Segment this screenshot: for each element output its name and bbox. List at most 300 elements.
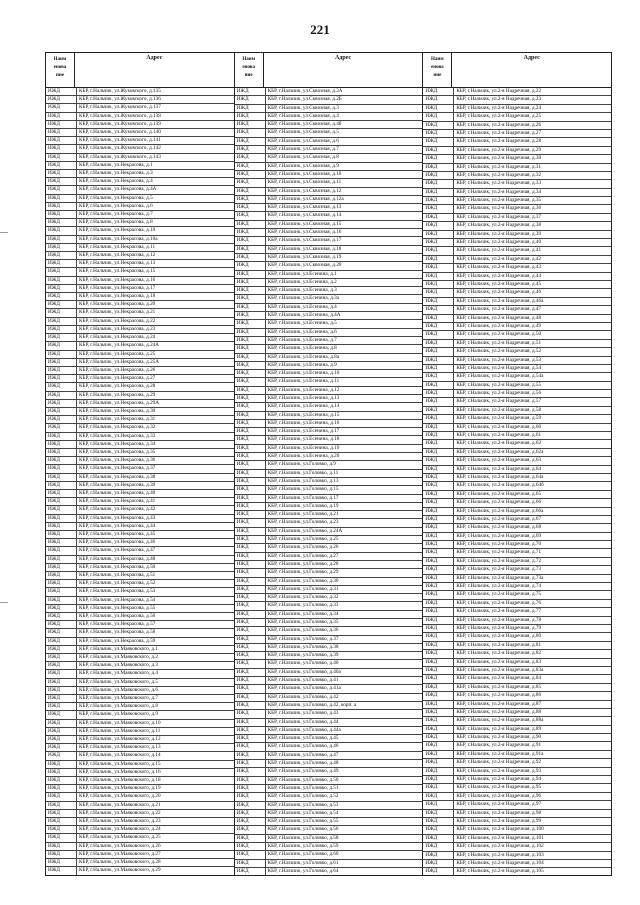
cell-address: КБР, г.Нальчик, ул.2-я Надречная, д.27 xyxy=(456,129,542,136)
table-row xyxy=(423,382,611,390)
cell-name: ИЖД xyxy=(235,204,266,211)
cell-name: ИЖД xyxy=(235,287,266,294)
cell-name: ИЖД xyxy=(423,466,454,473)
cell-address: КБР, г.Нальчик, ул.Маяковского, д.26 xyxy=(79,842,161,849)
cell-name: ИЖД xyxy=(46,145,77,152)
cell-name: ИЖД xyxy=(46,236,77,243)
cell-address: КБР, г.Нальчик, ул.Головко, д.17 xyxy=(267,494,339,501)
table-row xyxy=(235,660,423,668)
cell-name: ИЖД xyxy=(423,264,454,271)
table-row xyxy=(235,88,423,96)
table-row xyxy=(235,312,423,320)
cell-name: ИЖД xyxy=(46,761,77,768)
cell-name: ИЖД xyxy=(235,810,266,817)
table-row xyxy=(423,742,611,750)
table-row xyxy=(423,608,611,616)
cell-name: ИЖД xyxy=(235,370,266,377)
cell-name: ИЖД xyxy=(46,334,77,341)
table-row xyxy=(46,679,234,687)
cell-name: ИЖД xyxy=(46,621,77,628)
cell-name: ИЖД xyxy=(423,390,454,397)
cell-name: ИЖД xyxy=(235,519,266,526)
cell-name: ИЖД xyxy=(235,860,266,867)
cell-name: ИЖД xyxy=(423,432,454,439)
cell-address: КБР, г.Нальчик, ул.Сквозная, д.6 xyxy=(267,137,339,144)
table-row xyxy=(46,646,234,654)
table-row xyxy=(46,793,234,801)
cell-address: КБР, г.Нальчик, ул.2-я Надречная, д.88 xyxy=(456,708,542,715)
table-row xyxy=(235,561,423,569)
table-row xyxy=(46,277,234,285)
cell-address: КБР, г.Нальчик, ул.Некрасова, д.56 xyxy=(79,613,156,619)
cell-name: ИЖД xyxy=(46,178,77,185)
table-row xyxy=(235,602,423,610)
header-address: Адрес xyxy=(146,55,163,61)
table-column xyxy=(235,53,424,875)
cell-name: ИЖД xyxy=(46,375,77,382)
table-row xyxy=(46,490,234,498)
cell-address: КБР, г.Нальчик, ул.Некрасова, д.41 xyxy=(79,498,156,505)
table-row xyxy=(46,695,234,703)
cell-name: ИЖД xyxy=(423,373,454,380)
cell-name: ИЖД xyxy=(235,627,266,634)
cell-address: КБР, г.Нальчик, ул.2-я Надречная, д.72 xyxy=(456,557,542,564)
cell-address: КБР, г.Нальчик, ул.Есенина, д.19 xyxy=(267,444,340,451)
cell-name: ИЖД xyxy=(235,818,266,825)
cell-address: КБР, г.Нальчик, ул.Головко, д.44а xyxy=(267,726,341,733)
cell-name: ИЖД xyxy=(46,703,77,710)
cell-address: КБР, г.Нальчик, ул.2-я Надречная, д.47 xyxy=(456,306,542,313)
cell-name: ИЖД xyxy=(423,197,454,204)
table-row xyxy=(423,432,611,440)
cell-address: КБР, г.Нальчик, ул.2-я Надречная, д.81 xyxy=(456,641,542,648)
cell-name: ИЖД xyxy=(46,211,77,218)
cell-name: ИЖД xyxy=(423,180,454,187)
cell-name: ИЖД xyxy=(423,315,454,322)
cell-address: КБР, г.Нальчик, ул.Головко, д.43 xyxy=(267,710,339,717)
table-row xyxy=(235,785,423,793)
cell-address: КБР, г.Нальчик, ул.Сквозная, д.17 xyxy=(267,237,342,244)
table-row xyxy=(46,301,234,309)
cell-name: ИЖД xyxy=(46,515,77,522)
cell-name: ИЖД xyxy=(423,440,454,447)
cell-address: КБР, г.Нальчик, ул.2-я Надречная, д.54а xyxy=(456,373,544,380)
cell-name: ИЖД xyxy=(235,752,266,759)
cell-name: ИЖД xyxy=(423,566,454,573)
table-row xyxy=(423,860,611,868)
cell-name: ИЖД xyxy=(235,851,266,858)
cell-address: КБР, г.Нальчик, ул.Есенина, д.15 xyxy=(267,411,340,418)
cell-name: ИЖД xyxy=(423,541,454,548)
cell-name: ИЖД xyxy=(46,129,77,136)
cell-name: ИЖД xyxy=(235,478,266,485)
cell-name: ИЖД xyxy=(46,416,77,423)
table-row xyxy=(235,287,423,295)
table-row xyxy=(46,170,234,178)
cell-address: КБР, г.Нальчик, ул.Головко, д.52 xyxy=(267,793,339,800)
cell-address: КБР, г.Нальчик, ул.2-я Надречная, д.57 xyxy=(456,398,542,405)
cell-name: ИЖД xyxy=(46,556,77,563)
cell-address: КБР, г.Нальчик, ул.Головко, д.59 xyxy=(267,843,339,850)
cell-name: ИЖД xyxy=(46,424,77,431)
cell-address: КБР, г.Нальчик, ул.Некрасова, д.3 xyxy=(79,170,153,177)
table-row xyxy=(423,231,611,239)
cell-address: КБР, г.Нальчик, ул.Есенина, д.2 xyxy=(267,278,337,285)
table-row xyxy=(46,638,234,646)
cell-address: КБР, г.Нальчик, ул.Головко, д.30 xyxy=(267,577,339,584)
cell-name: ИЖД xyxy=(235,337,266,344)
cell-name: ИЖД xyxy=(46,752,77,759)
cell-address: КБР, г.Нальчик, ул.Маяковского, д.1 xyxy=(79,645,158,652)
cell-address: КБР, г.Нальчик, ул.Головко, д.50 xyxy=(267,776,339,783)
cell-address: КБР, г.Нальчик, ул.Некрасова, д.12 xyxy=(79,252,156,259)
cell-address: КБР, г.Нальчик, ул.Жуковского, д.138 xyxy=(79,112,161,119)
cell-name: ИЖД xyxy=(235,826,266,833)
cell-name: ИЖД xyxy=(46,342,77,349)
cell-address: КБР, г.Нальчик, ул.Некрасова, д.30 xyxy=(79,407,156,414)
cell-address: КБР, г.Нальчик, ул.Некрасова, д.1 xyxy=(79,161,153,168)
cell-address: КБР, г.Нальчик, ул.Сквозная, д.11 xyxy=(267,179,342,186)
cell-address: КБР, г.Нальчик, ул.Головко, д.51 xyxy=(267,784,339,791)
cell-name: ИЖД xyxy=(46,662,77,669)
cell-address: КБР, г.Нальчик, ул.2-я Надречная, д.60 xyxy=(456,423,542,430)
cell-name: ИЖД xyxy=(235,171,266,178)
cell-address: КБР, г.Нальчик, ул.Некрасова, д.54 xyxy=(79,596,156,603)
header-name: Наим енова ние xyxy=(235,53,264,87)
cell-address: КБР, г.Нальчик, ул.2-я Надречная, д.55 xyxy=(456,381,542,388)
cell-name: ИЖД xyxy=(235,378,266,385)
cell-name: ИЖД xyxy=(235,685,266,692)
cell-name: ИЖД xyxy=(235,777,266,784)
table-row xyxy=(423,164,611,172)
table-row xyxy=(235,868,423,875)
cell-name: ИЖД xyxy=(46,826,77,833)
table-row xyxy=(235,685,423,693)
cell-address: КБР, г.Нальчик, ул.Маяковского, д.7 xyxy=(79,695,158,702)
table-row xyxy=(235,378,423,386)
cell-name: ИЖД xyxy=(46,679,77,686)
table-row xyxy=(235,246,423,254)
table-row xyxy=(46,162,234,170)
cell-address: КБР, г.Нальчик, ул.Головко, д.47 xyxy=(267,751,339,758)
cell-address: КБР, г.Нальчик, ул.Есенина, д.6 xyxy=(267,328,337,335)
table-row xyxy=(46,605,234,613)
table-row xyxy=(46,539,234,547)
table-row xyxy=(423,449,611,457)
table-row xyxy=(235,644,423,652)
cell-address: КБР, г.Нальчик, ул.Головко, д.41а xyxy=(267,685,341,692)
cell-address: КБР, г.Нальчик, ул.2-я Надречная, д.58 xyxy=(456,406,542,413)
cell-name: ИЖД xyxy=(46,687,77,694)
cell-address: КБР, г.Нальчик, ул.Некрасова, д.45 xyxy=(79,530,156,537)
table-row xyxy=(423,298,611,306)
cell-name: ИЖД xyxy=(46,351,77,358)
cell-address: КБР, г.Нальчик, ул.Есенина, д.14 xyxy=(267,403,340,410)
table-row xyxy=(423,826,611,834)
cell-address: КБР, г.Нальчик, ул.Некрасова, д.21 xyxy=(79,309,156,316)
table-row xyxy=(46,129,234,137)
table-row xyxy=(46,859,234,867)
table-row xyxy=(46,342,234,350)
table-row xyxy=(423,508,611,516)
cell-name: ИЖД xyxy=(46,506,77,513)
table-row xyxy=(423,659,611,667)
table-row xyxy=(423,684,611,692)
table-row xyxy=(235,694,423,702)
cell-address: КБР, г.Нальчик, ул.Маяковского, д.10 xyxy=(79,719,161,726)
cell-name: ИЖД xyxy=(423,608,454,615)
table-row xyxy=(235,818,423,826)
cell-name: ИЖД xyxy=(423,508,454,515)
cell-name: ИЖД xyxy=(46,720,77,727)
cell-address: КБР, г.Нальчик, ул.Сквозная, д.2Б xyxy=(267,96,342,103)
cell-address: КБР, г.Нальчик, ул.Некрасова, д.38 xyxy=(79,473,156,480)
table-row xyxy=(46,736,234,744)
cell-address: КБР, г.Нальчик, ул.2-я Надречная, д.103 xyxy=(456,851,544,858)
cell-name: ИЖД xyxy=(235,362,266,369)
cell-address: КБР, г.Нальчик, ул.Некрасова, д.23 xyxy=(79,325,156,332)
table-row xyxy=(235,495,423,503)
cell-name: ИЖД xyxy=(46,392,77,399)
cell-address: КБР, г.Нальчик, ул.Маяковского, д.5 xyxy=(79,678,158,685)
cell-address: КБР, г.Нальчик, ул.Некрасова, д.47 xyxy=(79,547,156,554)
cell-name: ИЖД xyxy=(423,424,454,431)
cell-name: ИЖД xyxy=(46,457,77,464)
table-row xyxy=(423,600,611,608)
cell-address: КБР, г.Нальчик, ул.2-я Надречная, д.26 xyxy=(456,121,542,128)
cell-name: ИЖД xyxy=(46,547,77,554)
cell-name: ИЖД xyxy=(46,400,77,407)
cell-name: ИЖД xyxy=(423,826,454,833)
cell-name: ИЖД xyxy=(46,383,77,390)
cell-name: ИЖД xyxy=(423,88,454,95)
cell-name: ИЖД xyxy=(235,221,266,228)
cell-address: КБР, г.Нальчик, ул.2-я Надречная, д.85 xyxy=(456,683,542,690)
table-row xyxy=(46,375,234,383)
cell-address: КБР, г.Нальчик, ул.2-я Надречная, д.100 xyxy=(456,826,544,833)
table-row xyxy=(235,793,423,801)
cell-name: ИЖД xyxy=(46,96,77,103)
cell-address: КБР, г.Нальчик, ул.2-я Надречная, д.87 xyxy=(456,700,542,707)
table-row xyxy=(423,499,611,507)
table-row xyxy=(423,625,611,633)
cell-name: ИЖД xyxy=(235,602,266,609)
cell-address: КБР, г.Нальчик, ул.2-я Надречная, д.70 xyxy=(456,541,542,548)
cell-name: ИЖД xyxy=(46,802,77,809)
cell-name: ИЖД xyxy=(423,793,454,800)
cell-address: КБР, г.Нальчик, ул.Некрасова, д.50 xyxy=(79,563,156,570)
cell-address: КБР, г.Нальчик, ул.Некрасова, д.52 xyxy=(79,580,156,587)
cell-name: ИЖД xyxy=(235,470,266,477)
cell-name: ИЖД xyxy=(423,625,454,632)
table-row xyxy=(46,662,234,670)
table-row xyxy=(235,544,423,552)
cell-address: КБР, г.Нальчик, ул.2-я Надречная, д.25 xyxy=(456,113,542,120)
table-row xyxy=(423,113,611,121)
cell-address: КБР, г.Нальчик, ул.Маяковского, д.24 xyxy=(79,826,161,833)
table-row xyxy=(235,121,423,129)
table-row xyxy=(235,204,423,212)
table-row xyxy=(423,709,611,717)
cell-name: ИЖД xyxy=(235,793,266,800)
table-row xyxy=(423,424,611,432)
cell-name: ИЖД xyxy=(423,726,454,733)
cell-name: ИЖД xyxy=(235,354,266,361)
table-row xyxy=(235,669,423,677)
cell-address: КБР, г.Нальчик, ул.2-я Надречная, д.66 xyxy=(456,499,542,506)
cell-name: ИЖД xyxy=(235,785,266,792)
table-row xyxy=(235,271,423,279)
table-row xyxy=(235,486,423,494)
cell-name: ИЖД xyxy=(235,345,266,352)
cell-name: ИЖД xyxy=(423,407,454,414)
table-row xyxy=(235,428,423,436)
cell-address: КБР, г.Нальчик, ул.Головко, д.64 xyxy=(267,867,339,874)
cell-address: КБР, г.Нальчик, ул.2-я Надречная, д.80 xyxy=(456,633,542,640)
cell-address: КБР, г.Нальчик, ул.2-я Надречная, д.50 xyxy=(456,331,542,338)
cell-address: КБР, г.Нальчик, ул.2-я Надречная, д.22 xyxy=(456,88,542,94)
table-row xyxy=(423,88,611,96)
cell-address: КБР, г.Нальчик, ул.Маяковского, д.9 xyxy=(79,711,158,718)
table-row xyxy=(423,214,611,222)
cell-address: КБР, г.Нальчик, ул.2-я Надречная, д.69 xyxy=(456,532,542,539)
table-row xyxy=(423,591,611,599)
cell-name: ИЖД xyxy=(423,239,454,246)
cell-address: КБР, г.Нальчик, ул.Головко, д.60 xyxy=(267,851,339,858)
table-row xyxy=(46,515,234,523)
table-row xyxy=(423,843,611,851)
cell-address: КБР, г.Нальчик, ул.Жуковского, д.142 xyxy=(79,145,161,152)
margin-mark xyxy=(0,232,8,233)
cell-name: ИЖД xyxy=(46,482,77,489)
cell-name: ИЖД xyxy=(46,154,77,161)
cell-name: ИЖД xyxy=(46,162,77,169)
table-row xyxy=(423,289,611,297)
cell-name: ИЖД xyxy=(235,553,266,560)
cell-address: КБР, г.Нальчик, ул.Головко, д.21 xyxy=(267,511,339,518)
table-row xyxy=(423,549,611,557)
cell-address: КБР, г.Нальчик, ул.Головко, д.23 xyxy=(267,519,339,526)
table-row xyxy=(46,867,234,874)
table-row xyxy=(46,785,234,793)
table-row xyxy=(423,768,611,776)
cell-address: КБР, г.Нальчик, ул.Жуковского, д.143 xyxy=(79,153,161,160)
cell-name: ИЖД xyxy=(46,851,77,858)
table-row xyxy=(235,279,423,287)
cell-address: КБР, г.Нальчик, ул.Маяковского, д.11 xyxy=(79,727,161,734)
cell-address: КБР, г.Нальчик, ул.2-я Надречная, д.82 xyxy=(456,650,542,657)
cell-name: ИЖД xyxy=(423,852,454,859)
cell-name: ИЖД xyxy=(46,867,77,874)
cell-address: КБР, г.Нальчик, ул.2-я Надречная, д.42 xyxy=(456,255,542,262)
table-row xyxy=(46,383,234,391)
cell-name: ИЖД xyxy=(423,415,454,422)
cell-name: ИЖД xyxy=(235,403,266,410)
cell-name: ИЖД xyxy=(235,702,266,709)
cell-name: ИЖД xyxy=(235,329,266,336)
table-row xyxy=(423,222,611,230)
table-row xyxy=(235,627,423,635)
table-row xyxy=(423,516,611,524)
cell-address: КБР, г.Нальчик, ул.2-я Надречная, д.65 xyxy=(456,490,542,497)
cell-address: КБР, г.Нальчик, ул.Головко, д.39 xyxy=(267,652,339,659)
cell-address: КБР, г.Нальчик, ул.2-я Надречная, д.43 xyxy=(456,264,542,271)
table-row xyxy=(46,227,234,235)
cell-address: КБР, г.Нальчик, ул.2-я Надречная, д.63 xyxy=(456,457,542,464)
cell-name: ИЖД xyxy=(423,659,454,666)
table-row xyxy=(423,558,611,566)
header-name: Наим енова ние xyxy=(423,53,452,87)
table-row xyxy=(46,96,234,104)
margin-mark xyxy=(0,602,8,603)
cell-name: ИЖД xyxy=(235,196,266,203)
table-row xyxy=(46,219,234,227)
cell-address: КБР, г.Нальчик, ул.2-я Надречная, д.90 xyxy=(456,734,542,741)
cell-address: КБР, г.Нальчик, ул.2-я Надречная, д.83 xyxy=(456,658,542,665)
cell-name: ИЖД xyxy=(46,186,77,193)
cell-name: ИЖД xyxy=(423,482,454,489)
table-row xyxy=(46,285,234,293)
cell-name: ИЖД xyxy=(235,179,266,186)
cell-name: ИЖД xyxy=(46,104,77,111)
cell-name: ИЖД xyxy=(423,357,454,364)
cell-address: КБР, г.Нальчик, ул.Головко, д.28 xyxy=(267,560,339,567)
cell-name: ИЖД xyxy=(235,544,266,551)
cell-address: КБР, г.Нальчик, ул.Головко, д.9 xyxy=(267,461,336,468)
cell-address: КБР, г.Нальчик, ул.Маяковского, д.21 xyxy=(79,801,161,808)
cell-address: КБР, г.Нальчик, ул.2-я Надречная, д.28 xyxy=(456,138,542,145)
cell-name: ИЖД xyxy=(235,387,266,394)
cell-name: ИЖД xyxy=(235,105,266,112)
table-row xyxy=(423,575,611,583)
table-row xyxy=(423,701,611,709)
cell-address: КБР, г.Нальчик, ул.2-я Надречная, д.46 xyxy=(456,289,542,296)
cell-address: КБР, г.Нальчик, ул.Головко, д.31 xyxy=(267,585,339,592)
table-row xyxy=(423,776,611,784)
cell-name: ИЖД xyxy=(235,677,266,684)
cell-name: ИЖД xyxy=(423,600,454,607)
table-row xyxy=(235,470,423,478)
cell-address: КБР, г.Нальчик, ул.Головко, д.34 xyxy=(267,610,339,617)
cell-name: ИЖД xyxy=(423,365,454,372)
cell-address: КБР, г.Нальчик, ул.Жуковского, д.140 xyxy=(79,129,161,136)
cell-name: ИЖД xyxy=(46,523,77,530)
cell-address: КБР, г.Нальчик, ул.2-я Надречная, д.52 xyxy=(456,348,542,355)
table-row xyxy=(46,572,234,580)
cell-address: КБР, г.Нальчик, ул.Головко, д.27 xyxy=(267,552,339,559)
cell-address: КБР, г.Нальчик, ул.2-я Надречная, д.94 xyxy=(456,776,542,783)
cell-address: КБР, г.Нальчик, ул.Некрасова, д.40 xyxy=(79,489,156,496)
cell-name: ИЖД xyxy=(423,289,454,296)
cell-name: ИЖД xyxy=(423,751,454,758)
cell-name: ИЖД xyxy=(46,629,77,636)
table-row xyxy=(423,96,611,104)
cell-name: ИЖД xyxy=(46,441,77,448)
cell-name: ИЖД xyxy=(423,340,454,347)
cell-name: ИЖД xyxy=(423,549,454,556)
cell-address: КБР, г.Нальчик, ул.Некрасова, д.28 xyxy=(79,383,156,390)
cell-address: КБР, г.Нальчик, ул.Некрасова, д.37 xyxy=(79,465,156,472)
cell-address: КБР, г.Нальчик, ул.Некрасова, д.10а xyxy=(79,235,158,242)
cell-name: ИЖД xyxy=(46,449,77,456)
table-row xyxy=(235,478,423,486)
cell-name: ИЖД xyxy=(235,586,266,593)
table-row xyxy=(46,629,234,637)
cell-address: КБР, г.Нальчик, ул.2-я Надречная, д.71 xyxy=(456,549,542,556)
cell-address: КБР, г.Нальчик, ул.Некрасова, д.8 xyxy=(79,219,153,226)
table-row xyxy=(423,734,611,742)
cell-address: КБР, г.Нальчик, ул.Есенина, д.13 xyxy=(267,394,340,401)
